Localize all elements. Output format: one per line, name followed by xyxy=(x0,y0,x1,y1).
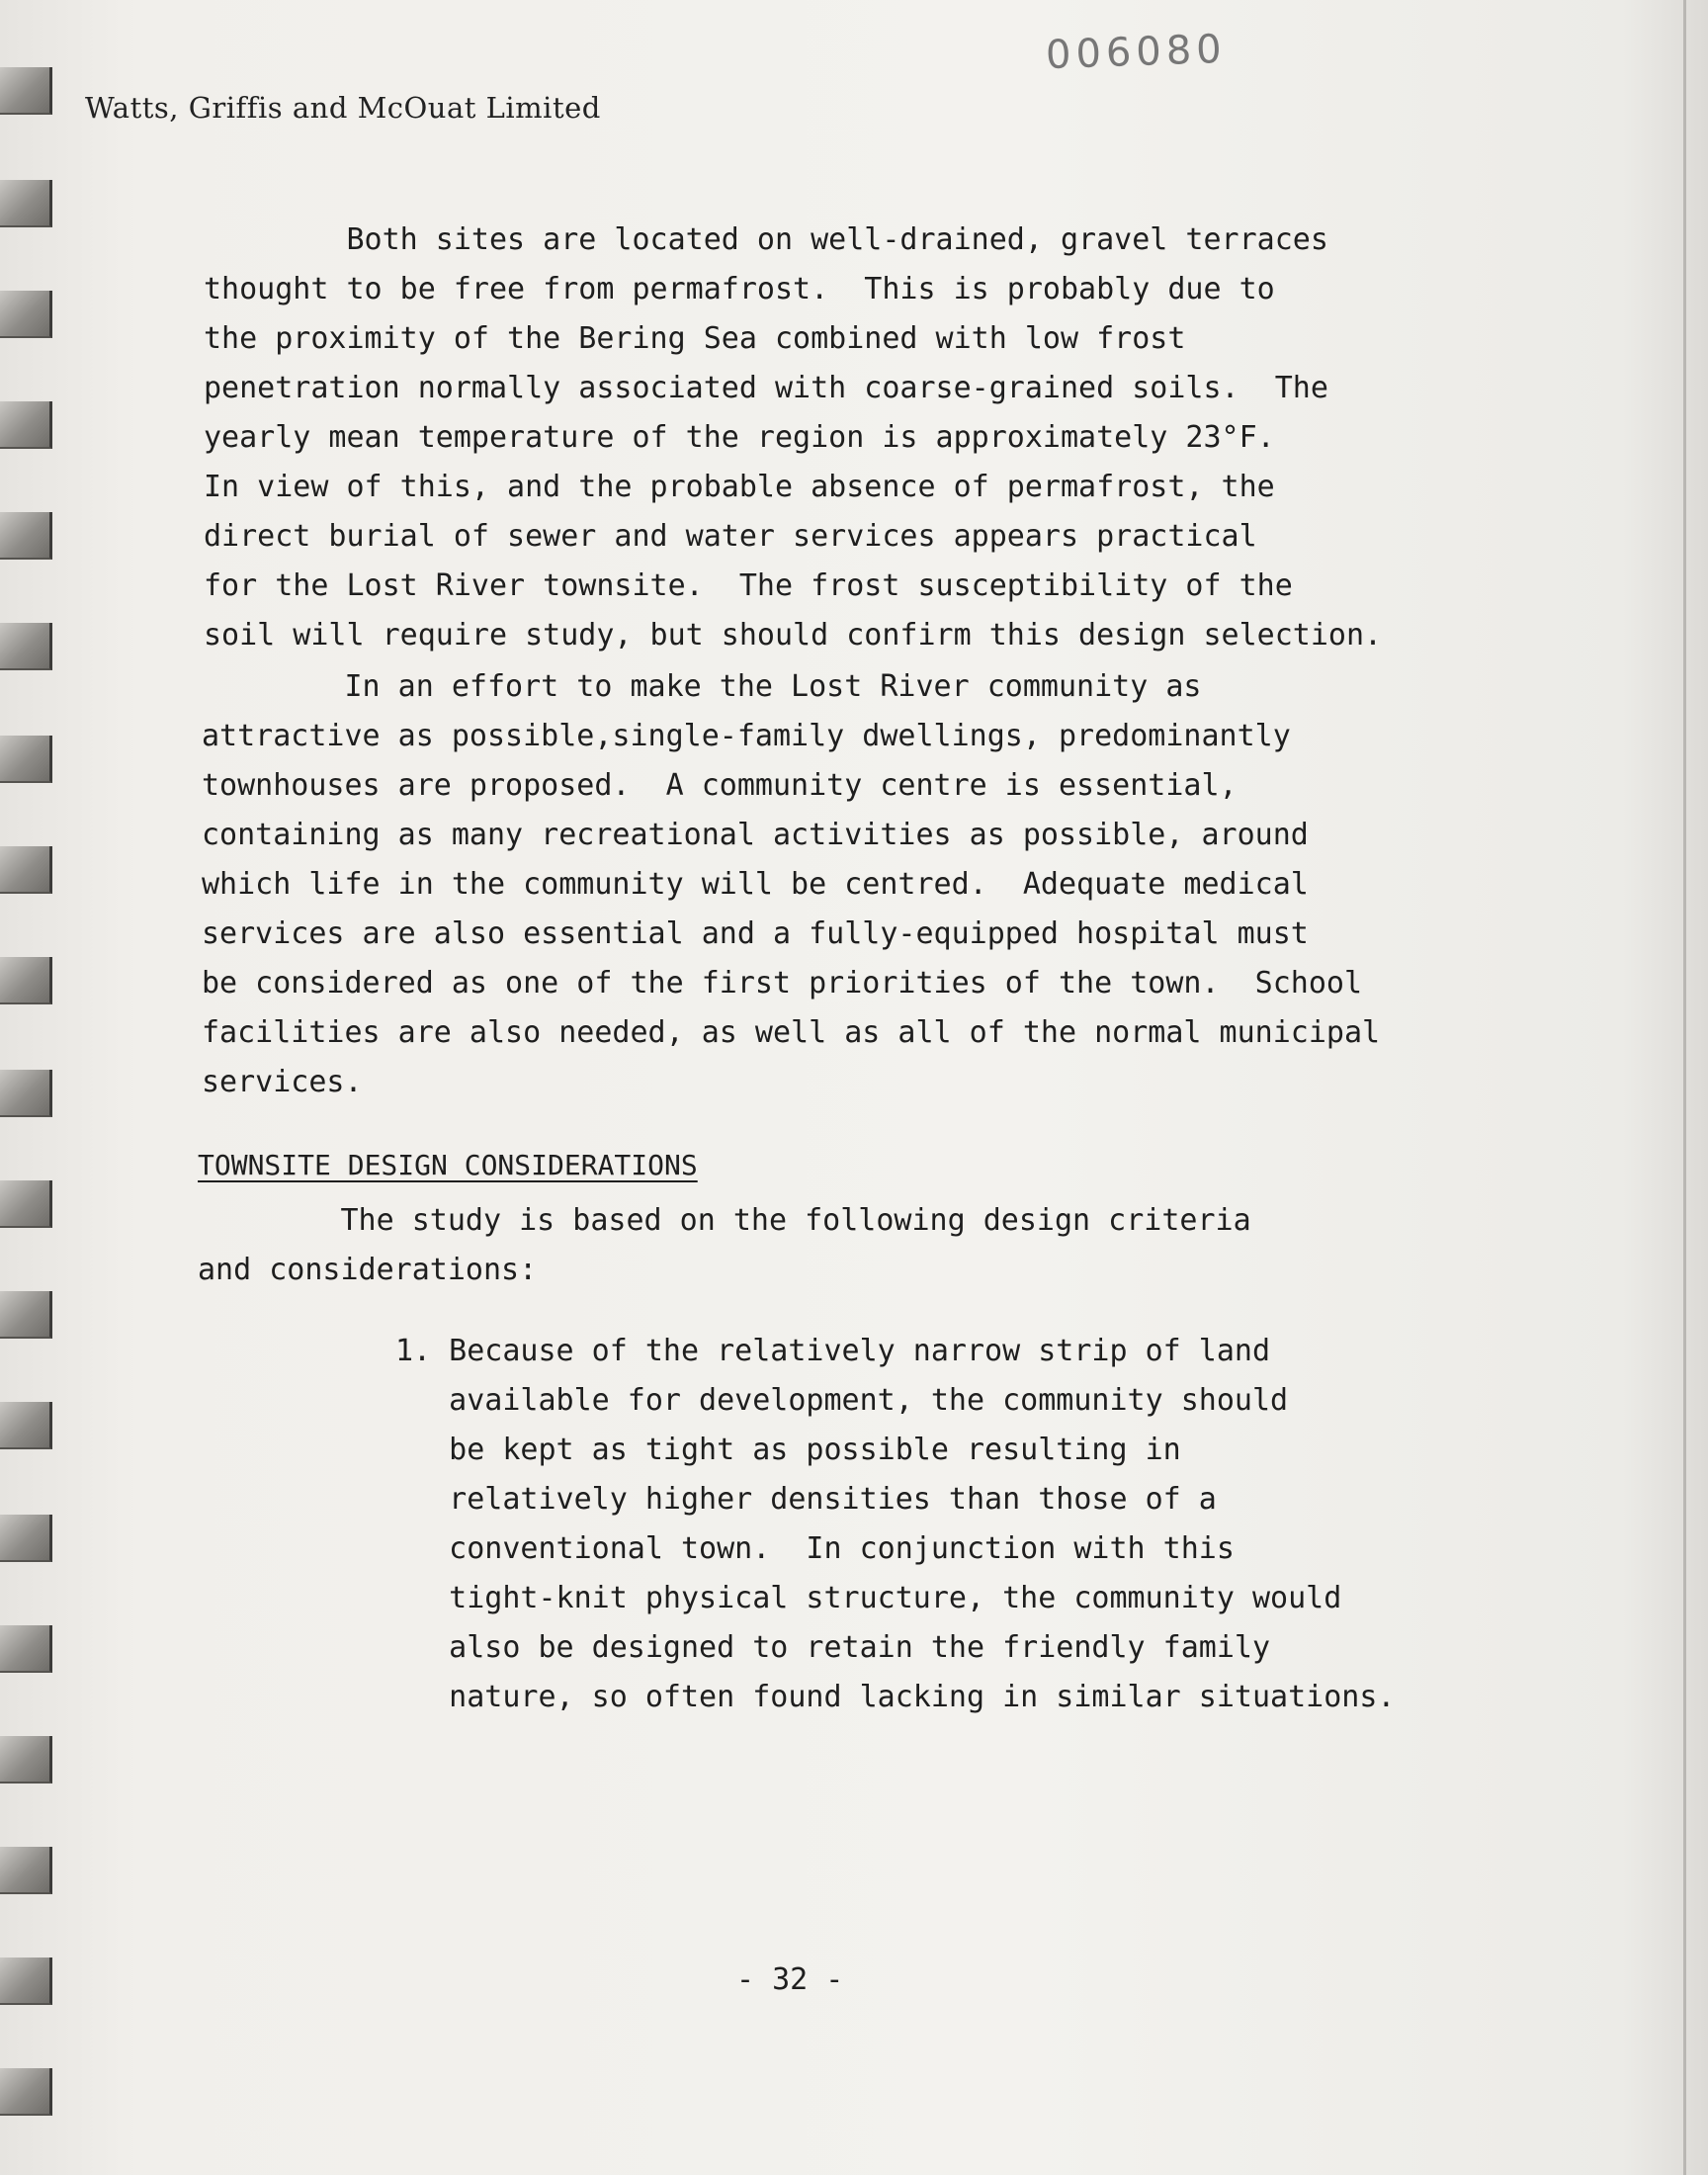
binding-hole xyxy=(0,180,52,227)
binding-hole xyxy=(0,1736,52,1784)
binding-hole xyxy=(0,2068,52,2116)
company-header: Watts, Griffis and McOuat Limited xyxy=(85,91,601,125)
binding-hole xyxy=(0,623,52,670)
document-number: 006080 xyxy=(1045,26,1228,79)
paragraph-criteria-intro: The study is based on the following design criteria and considerations: xyxy=(198,1203,1251,1287)
paragraph-community: In an effort to make the Lost River community as attractive as possible,single-family dwellings, predominantly townhouses are proposed. A community centre is essential, containing as many recreational activities as possible, around which life in the community will be centred. Adequate medical services are also essential and a fully-equipped hospital must be considered as one of the first priorities of the town. School facilities are also needed, as well as all of the normal municipal services. xyxy=(202,669,1381,1099)
binding-hole xyxy=(0,291,52,338)
binding-hole xyxy=(0,401,52,449)
page-number: - 32 - xyxy=(736,1962,844,1997)
binding-hole xyxy=(0,957,52,1004)
list-item: 1. Because of the relatively narrow strip of land available for development, the community should be kept as tight as possible resulting in relatively higher densities than those of a conventional town. In conjunction with this tight-knit physical structure, the community would also be designed to retain the friendly family nature, so often found lacking in similar situations. xyxy=(395,1334,1396,1714)
binding-hole xyxy=(0,736,52,783)
binding-hole xyxy=(0,512,52,560)
binding-hole xyxy=(0,1625,52,1673)
binding-hole xyxy=(0,1847,52,1894)
binding-hole xyxy=(0,1180,52,1228)
binding-hole xyxy=(0,1291,52,1339)
binding-hole xyxy=(0,1402,52,1449)
binding-hole xyxy=(0,1515,52,1562)
binding-hole xyxy=(0,1958,52,2005)
binding-hole xyxy=(0,67,52,115)
binding-hole xyxy=(0,1070,52,1117)
binding-hole xyxy=(0,846,52,894)
paragraph-permafrost: Both sites are located on well-drained, gravel terraces thought to be free from permafrost. This is probably due to the proximity of the Bering Sea combined with low frost penetration normally associated with coarse-grained soils. The yearly mean temperature of the region is approximately 23°F. In view of this, and the probable absence of permafrost, the direct burial of sewer and water services appears practical for the Lost River townsite. The frost susceptibility of the soil will require study, but should confirm this design selection. xyxy=(204,222,1383,652)
page-edge xyxy=(1683,0,1686,2175)
section-heading: TOWNSITE DESIGN CONSIDERATIONS xyxy=(198,1149,698,1181)
